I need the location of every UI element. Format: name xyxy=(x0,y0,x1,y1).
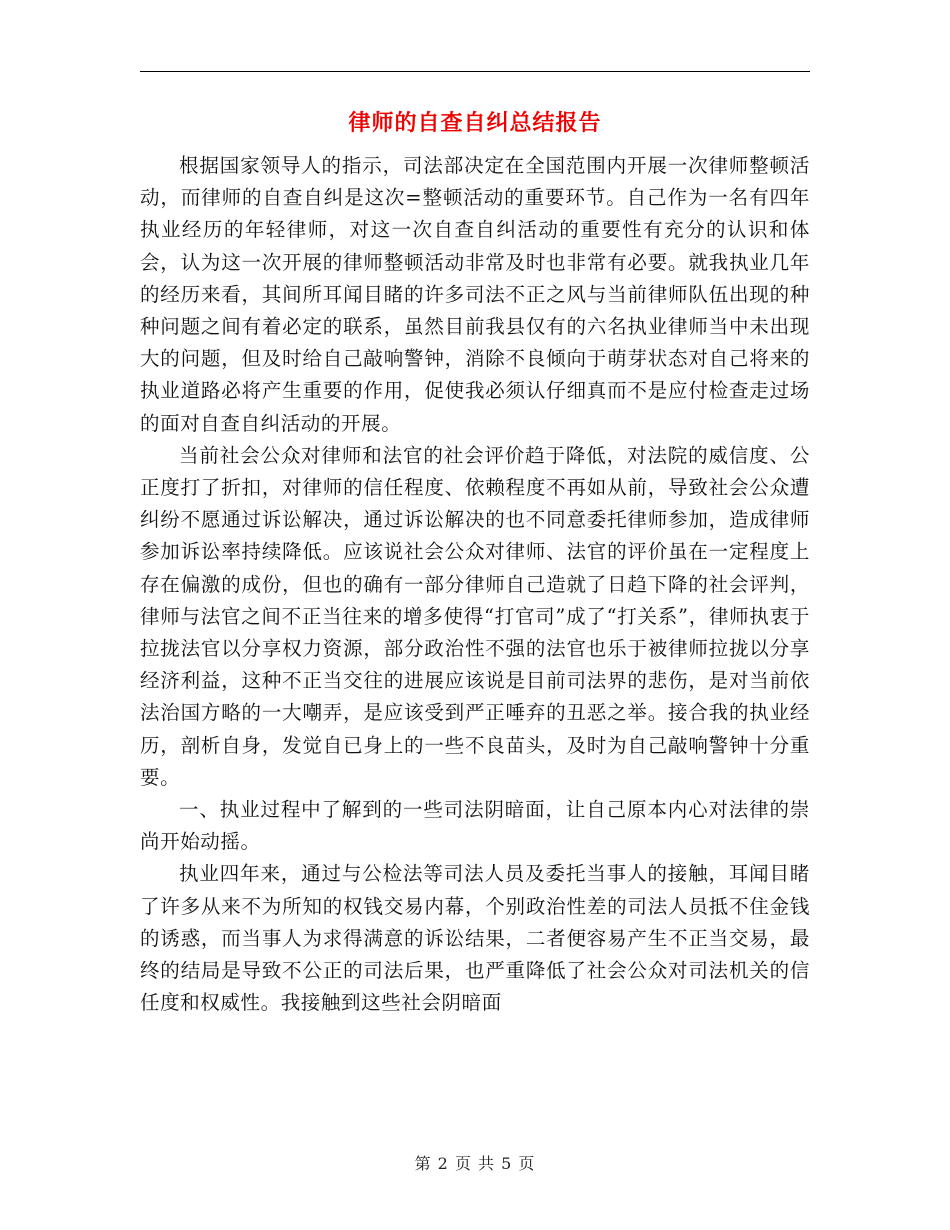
paragraph: 执业四年来，通过与公检法等司法人员及委托当事人的接触，耳闻目睹了许多从来不为所知的权钱交易内幕，个别政治性差的司法人员抵不住金钱的诱惑，而当事人为求得满意的诉讼结果，二者便容易产生不正当交易，最终的结局是导致不公正的司法后果，也严重降低了社会公众对司法机关的信任度和权威性。我接触到这些社会阴暗面 xyxy=(140,862,810,1015)
page-number-footer: 第 2 页 共 5 页 xyxy=(414,1154,536,1173)
paragraph: 根据国家领导人的指示，司法部决定在全国范围内开展一次律师整顿活动，而律师的自查自纠是这次=整顿活动的重要环节。自己作为一名有四年执业经历的年轻律师，对这一次自查自纠活动的重要性有充分的认识和体会，认为这一次开展的律师整顿活动非常及时也非常有必要。就我执业几年的经历来看，其间所耳闻目睹的许多司法不正之风与当前律师队伍出现的种种问题之间有着必定的联系，虽然目前我县仅有的六名执业律师当中未出现大的问题，但及时给自己敲响警钟，消除不良倾向于萌芽状态对自己将来的执业道路必将产生重要的作用，促使我必须认仔细真而不是应付检查走过场的面对自查自纠活动的开展。 xyxy=(140,154,810,435)
document-title: 律师的自查自纠总结报告 xyxy=(348,111,602,136)
header-rule xyxy=(140,71,810,72)
section-heading: 一、执业过程中了解到的一些司法阴暗面，让自己原本内心对法律的崇尚开始动摇。 xyxy=(140,798,810,854)
paragraph: 当前社会公众对律师和法官的社会评价趋于降低，对法院的威信度、公正度打了折扣，对律师的信任程度、依赖程度不再如从前，导致社会公众遭纠纷不愿通过诉讼解决，通过诉讼解决的也不同意委托律师参加，造成律师参加诉讼率持续降低。应该说社会公众对律师、法官的评价虽在一定程度上存在偏激的成份，但也的确有一部分律师自己造就了日趋下降的社会评判，律师与法官之间不正当往来的增多使得“打官司”成了“打关系”，律师执衷于拉拢法官以分享权力资源，部分政治性不强的法官也乐于被律师拉拢以分享经济利益，这种不正当交往的进展应该说是目前司法界的悲伤，是对当前依法治国方略的一大嘲弄，是应该受到严正唾弃的丑恶之举。接合我的执业经历，剖析自身，发觉自已身上的一些不良苗头，及时为自己敲响警钟十分重要。 xyxy=(140,443,810,789)
document-body xyxy=(140,150,810,1019)
